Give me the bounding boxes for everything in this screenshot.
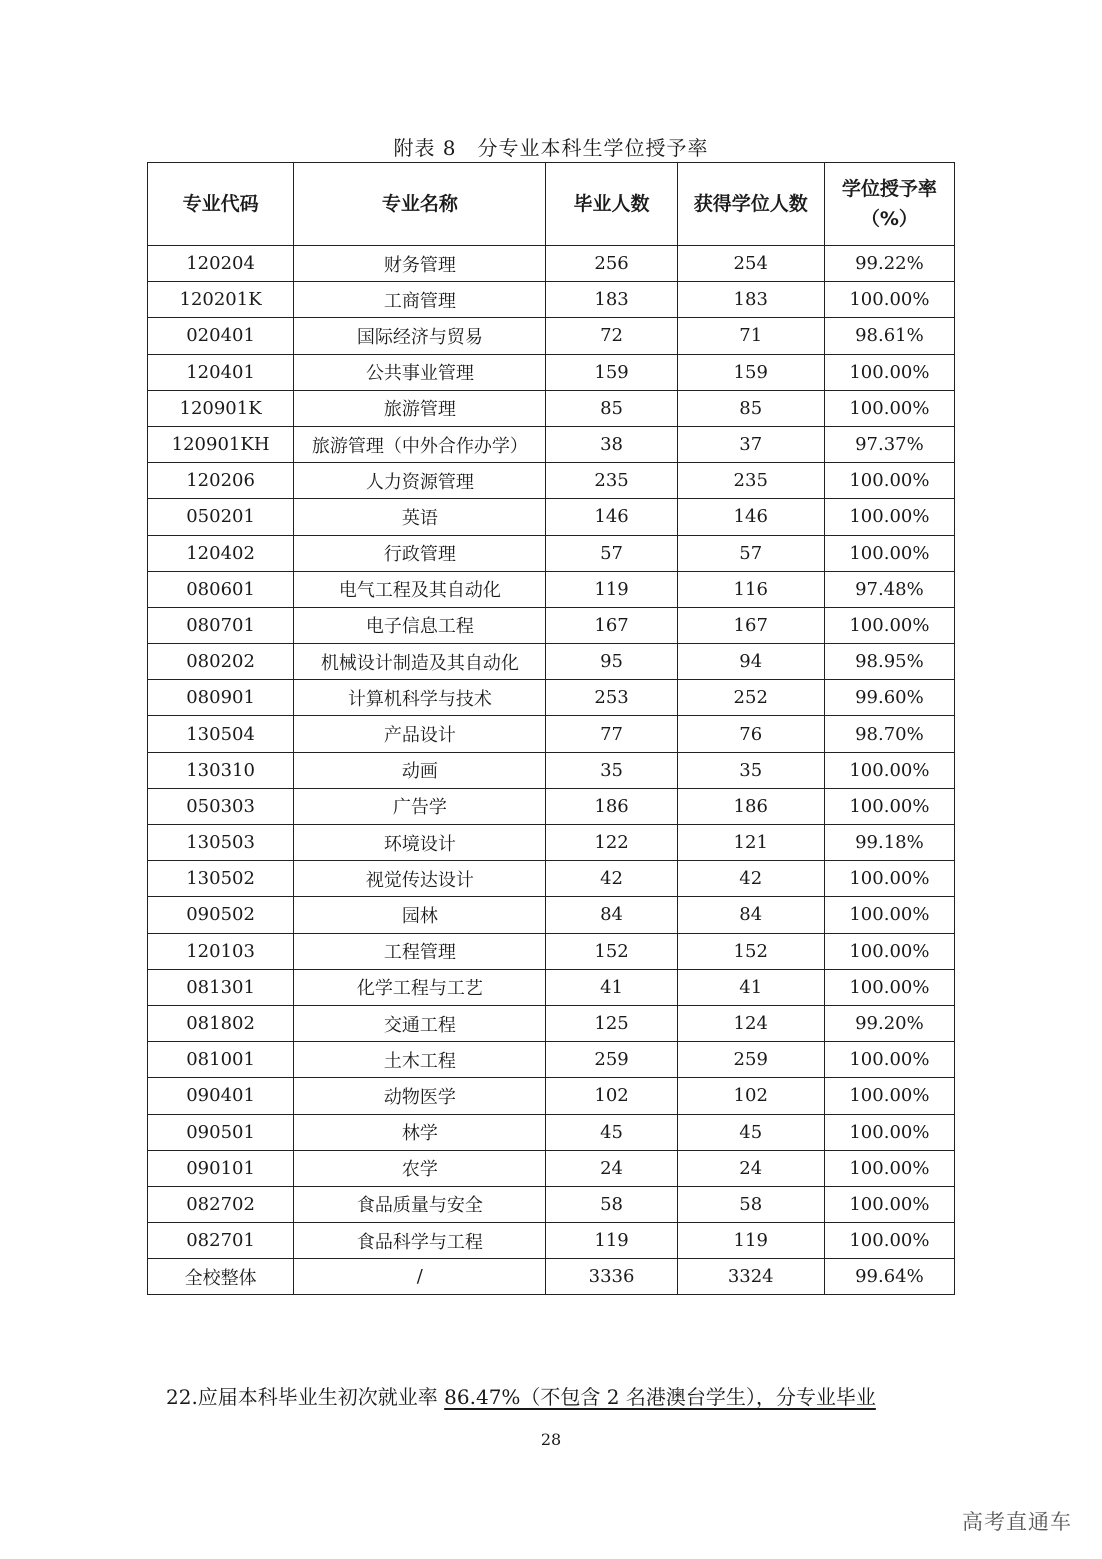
- cell-degree-rate: 100.00%: [824, 607, 954, 643]
- table-row: [148, 752, 955, 788]
- table-row: [148, 246, 955, 282]
- table-row: [148, 933, 955, 969]
- cell-graduates: 167: [546, 607, 677, 643]
- cell-degree-rate: 100.00%: [824, 1186, 954, 1222]
- cell-graduates: 119: [546, 571, 677, 607]
- cell-graduates: 3336: [546, 1259, 677, 1295]
- cell-degree-recipients: 102: [677, 1078, 824, 1114]
- cell-degree-rate: 98.70%: [824, 716, 954, 752]
- cell-major-name: 动物医学: [294, 1078, 546, 1114]
- cell-major-name: 人力资源管理: [294, 463, 546, 499]
- cell-degree-recipients: 152: [677, 933, 824, 969]
- cell-major-code: 081001: [148, 1042, 294, 1078]
- cell-graduates: 57: [546, 535, 677, 571]
- cell-major-name: 林学: [294, 1114, 546, 1150]
- cell-major-name: 农学: [294, 1150, 546, 1186]
- cell-degree-recipients: 121: [677, 825, 824, 861]
- cell-graduates: 125: [546, 1005, 677, 1041]
- cell-degree-recipients: 116: [677, 571, 824, 607]
- cell-degree-recipients: 167: [677, 607, 824, 643]
- table-row: [148, 825, 955, 861]
- cell-degree-recipients: 45: [677, 1114, 824, 1150]
- header-graduates: 毕业人数: [546, 163, 677, 246]
- cell-degree-rate: 99.18%: [824, 825, 954, 861]
- cell-major-name: 财务管理: [294, 246, 546, 282]
- cell-degree-rate: 100.00%: [824, 969, 954, 1005]
- table-row: [148, 354, 955, 390]
- cell-degree-rate: 100.00%: [824, 535, 954, 571]
- cell-graduates: 122: [546, 825, 677, 861]
- watermark: 高考直通车: [962, 1510, 1072, 1534]
- cell-degree-recipients: 183: [677, 282, 824, 318]
- cell-major-name: 视觉传达设计: [294, 861, 546, 897]
- cell-major-name: 土木工程: [294, 1042, 546, 1078]
- table-row: [148, 969, 955, 1005]
- cell-major-code: 020401: [148, 318, 294, 354]
- cell-major-code: 130503: [148, 825, 294, 861]
- table-row: [148, 318, 955, 354]
- cell-major-code: 080202: [148, 644, 294, 680]
- cell-major-code: 120401: [148, 354, 294, 390]
- table-row: [148, 1223, 955, 1259]
- cell-degree-rate: 100.00%: [824, 282, 954, 318]
- cell-major-code: 080601: [148, 571, 294, 607]
- cell-degree-recipients: 85: [677, 390, 824, 426]
- table-caption: 附表 8 分专业本科生学位授予率: [393, 136, 709, 160]
- cell-major-name: 计算机科学与技术: [294, 680, 546, 716]
- cell-major-name: 交通工程: [294, 1005, 546, 1041]
- cell-degree-rate: 100.00%: [824, 933, 954, 969]
- cell-major-code: 050303: [148, 788, 294, 824]
- cell-degree-rate: 99.20%: [824, 1005, 954, 1041]
- table-row: [148, 571, 955, 607]
- cell-degree-recipients: 94: [677, 644, 824, 680]
- cell-major-name: 公共事业管理: [294, 354, 546, 390]
- header-major-name: 专业名称: [294, 163, 546, 246]
- cell-degree-recipients: 24: [677, 1150, 824, 1186]
- cell-degree-recipients: 35: [677, 752, 824, 788]
- table-row: [148, 1042, 955, 1078]
- cell-major-name: 旅游管理: [294, 390, 546, 426]
- cell-major-code: 120201K: [148, 282, 294, 318]
- table-row: [148, 788, 955, 824]
- cell-major-name: 广告学: [294, 788, 546, 824]
- cell-degree-recipients: 235: [677, 463, 824, 499]
- table-row: [148, 426, 955, 462]
- cell-major-name: 旅游管理（中外合作办学）: [294, 426, 546, 462]
- cell-graduates: 41: [546, 969, 677, 1005]
- table-row: [148, 716, 955, 752]
- cell-major-code: 050201: [148, 499, 294, 535]
- cell-major-name: 行政管理: [294, 535, 546, 571]
- cell-degree-recipients: 3324: [677, 1259, 824, 1295]
- cell-major-name: 英语: [294, 499, 546, 535]
- cell-graduates: 77: [546, 716, 677, 752]
- cell-graduates: 24: [546, 1150, 677, 1186]
- cell-major-code: 120103: [148, 933, 294, 969]
- table-row: [148, 390, 955, 426]
- cell-degree-rate: 99.64%: [824, 1259, 954, 1295]
- table-row: [148, 1186, 955, 1222]
- cell-degree-recipients: 254: [677, 246, 824, 282]
- table-row: [148, 861, 955, 897]
- degree-rate-table: [147, 162, 955, 1295]
- cell-major-name: 国际经济与贸易: [294, 318, 546, 354]
- cell-degree-rate: 100.00%: [824, 499, 954, 535]
- cell-major-code: 090101: [148, 1150, 294, 1186]
- cell-major-code: 120402: [148, 535, 294, 571]
- cell-graduates: 38: [546, 426, 677, 462]
- cell-degree-rate: 99.60%: [824, 680, 954, 716]
- cell-major-code: 120206: [148, 463, 294, 499]
- cell-graduates: 159: [546, 354, 677, 390]
- table-row: [148, 1078, 955, 1114]
- page-number: 28: [540, 1430, 562, 1449]
- table-body: [148, 246, 955, 1295]
- cell-degree-rate: 97.48%: [824, 571, 954, 607]
- paragraph-underlined: 86.47%（不包含 2 名港澳台学生），分专业毕业: [444, 1385, 876, 1409]
- cell-major-code: 090502: [148, 897, 294, 933]
- employment-paragraph: [166, 1381, 876, 1410]
- table-row: [148, 680, 955, 716]
- cell-degree-recipients: 259: [677, 1042, 824, 1078]
- cell-major-name: 食品科学与工程: [294, 1223, 546, 1259]
- cell-degree-rate: 100.00%: [824, 897, 954, 933]
- cell-major-name: 工商管理: [294, 282, 546, 318]
- cell-major-code: 130504: [148, 716, 294, 752]
- cell-major-name: 机械设计制造及其自动化: [294, 644, 546, 680]
- cell-major-code: 130502: [148, 861, 294, 897]
- cell-major-code: 081301: [148, 969, 294, 1005]
- cell-major-code: 全校整体: [148, 1259, 294, 1295]
- table-row: [148, 897, 955, 933]
- cell-major-name: 工程管理: [294, 933, 546, 969]
- cell-degree-recipients: 41: [677, 969, 824, 1005]
- cell-graduates: 186: [546, 788, 677, 824]
- cell-degree-rate: 100.00%: [824, 1114, 954, 1150]
- table-total-row: [148, 1259, 955, 1295]
- header-degree-recipients: 获得学位人数: [677, 163, 824, 246]
- cell-major-code: 081802: [148, 1005, 294, 1041]
- cell-degree-rate: 100.00%: [824, 1223, 954, 1259]
- cell-graduates: 259: [546, 1042, 677, 1078]
- header-major-code: 专业代码: [148, 163, 294, 246]
- cell-major-name: 环境设计: [294, 825, 546, 861]
- table-row: [148, 1150, 955, 1186]
- header-degree-rate: [824, 163, 954, 246]
- cell-graduates: 183: [546, 282, 677, 318]
- cell-major-name: 食品质量与安全: [294, 1186, 546, 1222]
- cell-degree-rate: 97.37%: [824, 426, 954, 462]
- header-degree-rate-text: 学位授予率 （%）: [841, 178, 937, 230]
- cell-graduates: 253: [546, 680, 677, 716]
- cell-major-name: 电子信息工程: [294, 607, 546, 643]
- cell-degree-recipients: 186: [677, 788, 824, 824]
- cell-major-name: 化学工程与工艺: [294, 969, 546, 1005]
- cell-degree-rate: 100.00%: [824, 390, 954, 426]
- cell-graduates: 84: [546, 897, 677, 933]
- table-row: [148, 463, 955, 499]
- cell-major-code: 120901KH: [148, 426, 294, 462]
- table-row: [148, 535, 955, 571]
- cell-major-code: 120901K: [148, 390, 294, 426]
- table-header-row: [148, 163, 955, 246]
- cell-graduates: 152: [546, 933, 677, 969]
- cell-major-code: 082701: [148, 1223, 294, 1259]
- cell-graduates: 58: [546, 1186, 677, 1222]
- cell-degree-rate: 100.00%: [824, 1150, 954, 1186]
- table-row: [148, 1114, 955, 1150]
- cell-graduates: 119: [546, 1223, 677, 1259]
- cell-graduates: 85: [546, 390, 677, 426]
- cell-graduates: 45: [546, 1114, 677, 1150]
- cell-degree-recipients: 71: [677, 318, 824, 354]
- cell-degree-rate: 100.00%: [824, 354, 954, 390]
- table-row: [148, 607, 955, 643]
- cell-major-code: 090401: [148, 1078, 294, 1114]
- cell-degree-recipients: 57: [677, 535, 824, 571]
- cell-graduates: 102: [546, 1078, 677, 1114]
- cell-major-name: 园林: [294, 897, 546, 933]
- paragraph-prefix: 22.应届本科毕业生初次就业率: [166, 1385, 445, 1409]
- cell-major-code: 080901: [148, 680, 294, 716]
- cell-graduates: 42: [546, 861, 677, 897]
- cell-major-name: 电气工程及其自动化: [294, 571, 546, 607]
- cell-degree-recipients: 159: [677, 354, 824, 390]
- cell-major-code: 080701: [148, 607, 294, 643]
- cell-degree-recipients: 37: [677, 426, 824, 462]
- cell-degree-rate: 99.22%: [824, 246, 954, 282]
- cell-degree-rate: 100.00%: [824, 861, 954, 897]
- cell-degree-rate: 100.00%: [824, 463, 954, 499]
- cell-degree-recipients: 84: [677, 897, 824, 933]
- cell-major-code: 090501: [148, 1114, 294, 1150]
- table-row: [148, 644, 955, 680]
- table-row: [148, 1005, 955, 1041]
- cell-major-code: 130310: [148, 752, 294, 788]
- cell-degree-rate: 98.61%: [824, 318, 954, 354]
- cell-major-code: 120204: [148, 246, 294, 282]
- cell-graduates: 235: [546, 463, 677, 499]
- cell-degree-rate: 100.00%: [824, 1042, 954, 1078]
- cell-major-name: 动画: [294, 752, 546, 788]
- cell-graduates: 72: [546, 318, 677, 354]
- cell-degree-recipients: 76: [677, 716, 824, 752]
- table-row: [148, 499, 955, 535]
- cell-major-code: 082702: [148, 1186, 294, 1222]
- cell-degree-rate: 100.00%: [824, 752, 954, 788]
- cell-degree-recipients: 58: [677, 1186, 824, 1222]
- table-row: [148, 282, 955, 318]
- cell-degree-recipients: 252: [677, 680, 824, 716]
- cell-degree-rate: 98.95%: [824, 644, 954, 680]
- cell-degree-recipients: 146: [677, 499, 824, 535]
- cell-graduates: 146: [546, 499, 677, 535]
- cell-graduates: 35: [546, 752, 677, 788]
- cell-graduates: 95: [546, 644, 677, 680]
- cell-major-name: 产品设计: [294, 716, 546, 752]
- cell-degree-recipients: 124: [677, 1005, 824, 1041]
- cell-graduates: 256: [546, 246, 677, 282]
- cell-degree-rate: 100.00%: [824, 1078, 954, 1114]
- cell-degree-rate: 100.00%: [824, 788, 954, 824]
- cell-major-name: /: [294, 1259, 546, 1295]
- cell-degree-recipients: 42: [677, 861, 824, 897]
- cell-degree-recipients: 119: [677, 1223, 824, 1259]
